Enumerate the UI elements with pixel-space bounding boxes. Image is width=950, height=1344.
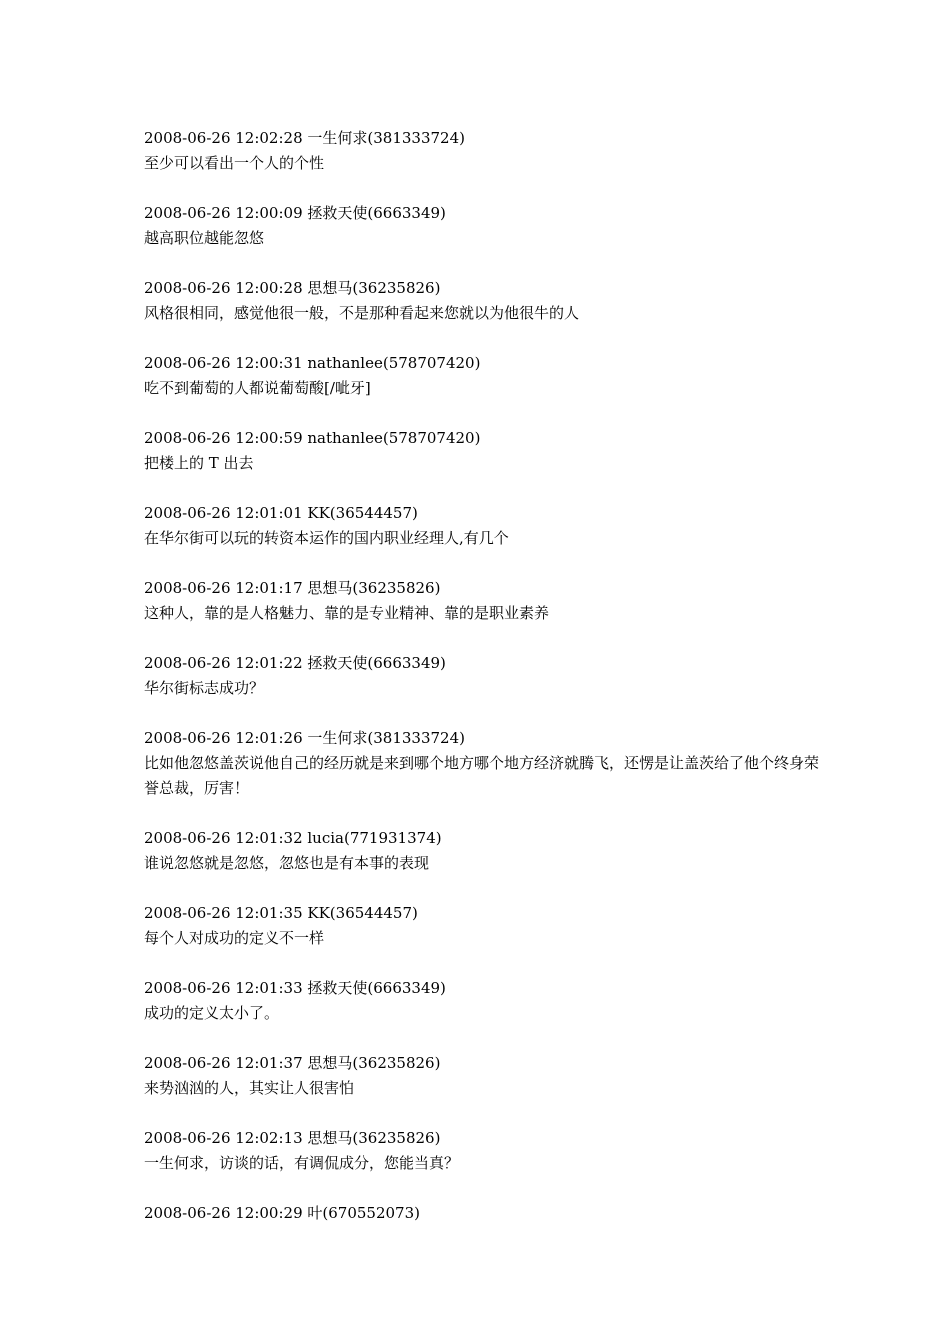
chat-message [144, 351, 824, 401]
chat-message [144, 501, 824, 551]
chat-message [144, 826, 824, 876]
message-header: 2008-06-26 12:02:13 思想马(36235826) [144, 1129, 441, 1147]
message-body: 比如他忽悠盖茨说他自己的经历就是来到哪个地方哪个地方经济就腾飞，还愣是让盖茨给了他个终身荣誉总裁，厉害！ [144, 754, 820, 797]
message-body: 风格很相同，感觉他很一般，不是那种看起来您就以为他很牛的人 [144, 304, 580, 322]
message-body: 成功的定义太小了。 [144, 1004, 280, 1022]
chat-message [144, 276, 824, 326]
message-header: 2008-06-26 12:01:37 思想马(36235826) [144, 1054, 441, 1072]
message-header: 2008-06-26 12:02:28 一生何求(381333724) [144, 129, 465, 147]
chat-message [144, 976, 824, 1026]
message-header: 2008-06-26 12:00:09 拯救天使(6663349) [144, 204, 446, 222]
message-header: 2008-06-26 12:00:28 思想马(36235826) [144, 279, 441, 297]
message-header: 2008-06-26 12:00:31 nathanlee(578707420) [144, 354, 481, 372]
chat-message [144, 1051, 824, 1101]
message-header: 2008-06-26 12:01:17 思想马(36235826) [144, 579, 441, 597]
message-body: 来势汹汹的人，其实让人很害怕 [144, 1079, 355, 1097]
chat-message [144, 726, 824, 801]
message-header: 2008-06-26 12:01:26 一生何求(381333724) [144, 729, 465, 747]
chat-message [144, 901, 824, 951]
message-header: 2008-06-26 12:01:01 KK(36544457) [144, 504, 418, 522]
chat-message [144, 426, 824, 476]
message-body: 一生何求，访谈的话，有调侃成分，您能当真？ [144, 1154, 460, 1172]
message-header: 2008-06-26 12:00:59 nathanlee(578707420) [144, 429, 481, 447]
message-header: 2008-06-26 12:01:22 拯救天使(6663349) [144, 654, 446, 672]
message-body: 越高职位越能忽悠 [144, 229, 265, 247]
message-header: 2008-06-26 12:01:32 lucia(771931374) [144, 829, 442, 847]
message-body: 把楼上的 T 出去 [144, 454, 254, 472]
chat-message [144, 1201, 824, 1226]
message-body: 谁说忽悠就是忽悠，忽悠也是有本事的表现 [144, 854, 430, 872]
chat-message [144, 126, 824, 176]
message-body: 在华尔街可以玩的转资本运作的国内职业经理人,有几个 [144, 529, 509, 547]
message-body: 至少可以看出一个人的个性 [144, 154, 325, 172]
chat-message [144, 1126, 824, 1176]
message-body: 每个人对成功的定义不一样 [144, 929, 325, 947]
chat-message [144, 651, 824, 701]
message-body: 华尔街标志成功？ [144, 679, 265, 697]
message-body: 这种人，靠的是人格魅力、靠的是专业精神、靠的是职业素养 [144, 604, 550, 622]
chat-message [144, 201, 824, 251]
message-header: 2008-06-26 12:00:29 叶(670552073) [144, 1204, 420, 1222]
chat-log [144, 126, 824, 1251]
chat-message [144, 576, 824, 626]
message-header: 2008-06-26 12:01:33 拯救天使(6663349) [144, 979, 446, 997]
message-header: 2008-06-26 12:01:35 KK(36544457) [144, 904, 418, 922]
message-body: 吃不到葡萄的人都说葡萄酸[/呲牙] [144, 379, 371, 397]
